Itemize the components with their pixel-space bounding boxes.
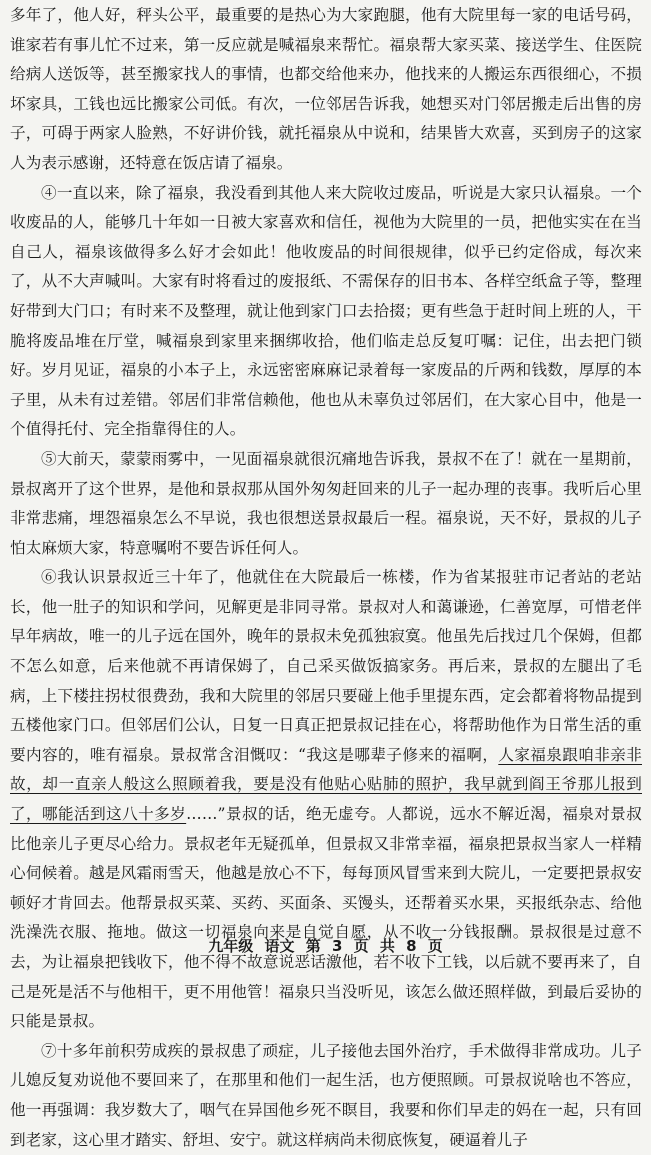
page-footer: [0, 935, 651, 956]
underlined-quote: 人家福泉跟咱非亲非故，却一直亲人般这么照顾着我，要是没有他贴心贴肺的照护，我早就到阎王爷那儿报到了，哪能活到这八十多岁: [10, 745, 642, 824]
paragraph-3-continued: 多年了，他人好，秤头公平，最重要的是热心为大家跑腿，他有大院里每一家的电话号码，谁家若有事儿忙不过来，第一反应就是喊福泉来帮忙。福泉帮大家买菜、接送学生、住医院给病人送饭等，甚至搬家找人的事情，也都交给他来办，他找来的人搬运东西很细心，不损坏家具，工钱也远比搬家公司低。有次，一位邻居告诉我，她想买对门邻居搬走后出售的房子，可碍于两家人脸熟，不好讲价钱，就托福泉从中说和，结果皆大欢喜，买到房子的这家人为表示感谢，还特意在饭店请了福泉。: [10, 6, 642, 172]
footer-page-number: 第 3 页: [305, 937, 369, 955]
footer-total-pages: 共 8 页: [379, 937, 443, 955]
paragraph-5: ⑤大前天，蒙蒙雨雾中，一见面福泉就很沉痛地告诉我，景叔不在了！就在一星期前，景叔离开了这个世界，是他和景叔那从国外匆匆赶回来的儿子一起办理的丧事。我听后心里非常悲痛，埋怨福泉怎么不早说，我也很想送景叔最后一程。福泉说，天不好，景叔的儿子怕太麻烦大家，特意嘱咐不要告诉任何人。: [10, 449, 642, 557]
paragraph-6-tail: ……”景叔的话，绝无虚夸。人都说，远水不解近渴，福泉对景叔比他亲儿子更尽心给力。景叔老年无疑孤单，但景叔又非常幸福，福泉把景叔当家人一样精心伺候着。越是风霜雨雪天，他越是放心不下，每每顶风冒雪来到大院儿，一定要把景叔安顿好才肯回去。他帮景叔买菜、买药、买面条、买馒头，还帮着买水果，买报纸杂志、给他洗澡洗衣服、拖地。做这一切福泉向来是自觉自愿，从不收一分钱报酬。景叔很是过意不去，为让福泉把钱收下，他不得不故意说恶话激他，若不收下工钱，以后就不要再来了，自己是死是活不与他相干，更不用他管！福泉只当没听见，该怎么做还照样做，到最后妥协的只能是景叔。: [10, 805, 643, 1031]
footer-subject: 语文: [264, 937, 295, 955]
paragraph-4: ④一直以来，除了福泉，我没看到其他人来大院收过废品，听说是大家只认福泉。一个收废品的人，能够几十年如一日被大家喜欢和信任，视他为大院里的一员，把他实实在在当自己人，福泉该做得多么好才会如此！他收废品的时间很规律，似乎已约定俗成，每次来了，从不大声喊叫。大家有时将看过的废报纸、不需保存的旧书本、各样空纸盒子等，整理好带到大门口；有时来不及整理，就让他到家门口去拾掇；更有些急于赶时间上班的人，干脆将废品堆在厅堂，喊福泉到家里来捆绑收拾，他们临走总反复叮嘱：记住，出去把门锁好。岁月见证，福泉的小本子上，永远密密麻麻记录着每一家废品的斤两和钱数，厚厚的本子里，从未有过差错。邻居们非常信赖他，他也从未辜负过邻居们，在大家心目中，他是一个值得托付、完全指靠得住的人。: [10, 183, 642, 439]
paragraph-6: [10, 563, 642, 1037]
article-body: [10, 1, 642, 1155]
paragraph-6-head: ⑥我认识景叔近三十年了，他就住在大院最后一栋楼，作为省某报驻市记者站的老站长，他一肚子的知识和学问，见解更是非同寻常。景叔对人和蔼谦逊，仁善宽厚，可惜老伴早年病故，唯一的儿子远在国外，晚年的景叔未免孤独寂寞。他虽先后找过几个保姆，但都不怎么如意，后来他就不再请保姆了，自己采买做饭搞家务。再后来，景叔的左腿出了毛病，上下楼拄拐杖很费劲，我和大院里的邻居只要碰上他手里提东西，定会都着将物品提到五楼他家门口。但邻居们公认，日复一日真正把景叔记挂在心，将帮助他作为日常生活的重要内容的，唯有福泉。景叔常含泪慨叹：“我这是哪辈子修来的福啊，: [10, 568, 642, 764]
footer-grade: 九年级: [208, 937, 254, 955]
paragraph-7: ⑦十多年前积劳成疾的景叔患了顽症，儿子接他去国外治疗，手术做得非常成功。儿子儿媳反复劝说他不要回来了，在那里和他们一起生活，也方便照顾。可景叔说啥也不答应，他一再强调：我岁数大了，咽气在异国他乡死不瞑目，我要和你们早走的妈在一起，只有回到老家，这心里才踏实、舒坦、安宁。就这样病尚未彻底恢复，硬逼着儿子: [10, 1041, 642, 1149]
